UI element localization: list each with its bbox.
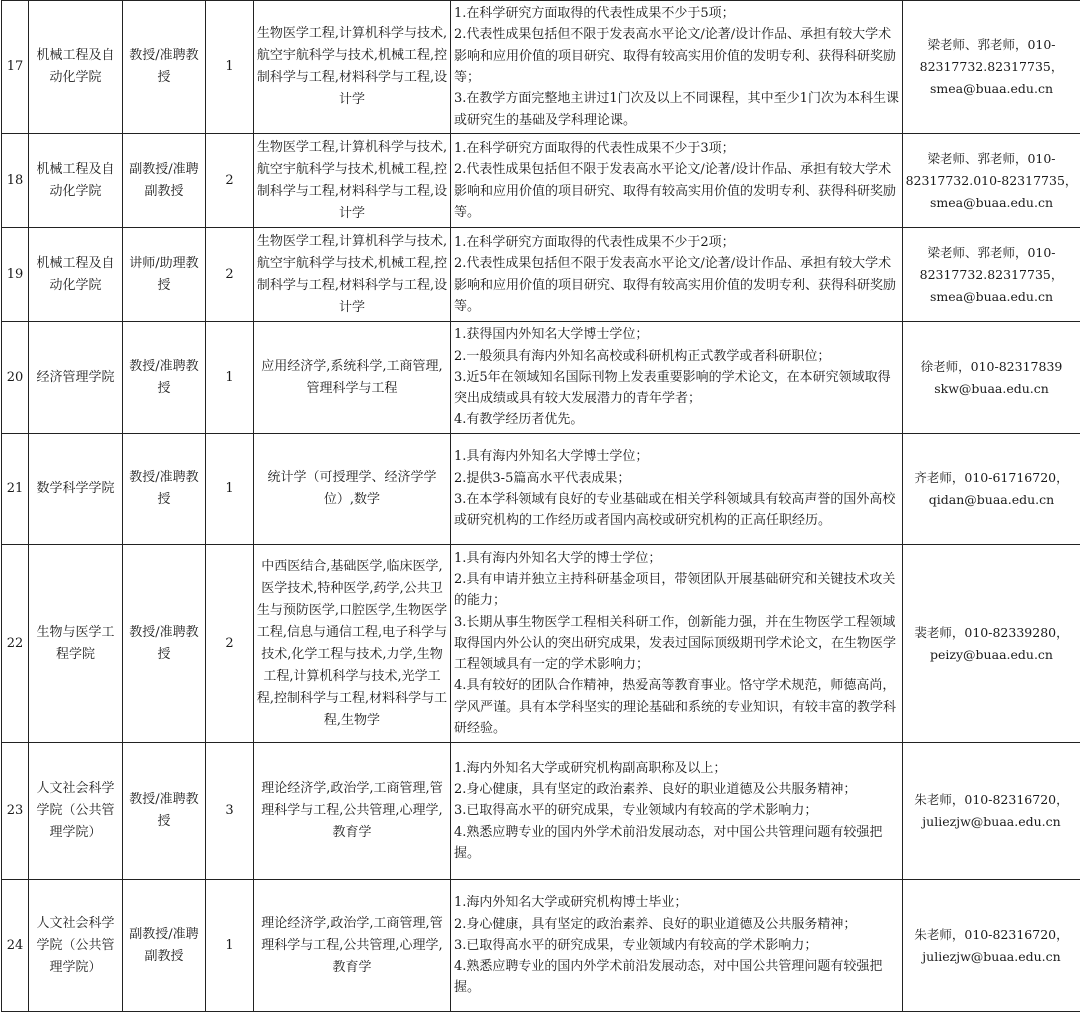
table-row bbox=[2, 880, 1080, 1012]
contact-line: 梁老师、郛老师，010- bbox=[927, 150, 1056, 166]
requirement-item: 1.在科学研究方面取得的代表性成果不少于5项； bbox=[454, 6, 735, 22]
disciplines-cell: 统计学（可授理学、经济学学位）,数学 bbox=[254, 434, 451, 545]
requirement-item: 3.已取得高水平的研究成果，专业领域内有较高的学术影响力； bbox=[454, 803, 818, 819]
requirement-item: 3.在教学方面完整地主讲过1门次及以上不同课程，其中至少1门次为本科生课或研究生的基础及学科理论课。 bbox=[454, 91, 899, 128]
count-cell: 2 bbox=[206, 228, 254, 322]
requirements-cell bbox=[451, 228, 903, 322]
contact-line: 齐老师，010-61716720， bbox=[914, 470, 1069, 485]
title-cell: 讲师/助理教授 bbox=[123, 228, 206, 322]
contact-cell bbox=[903, 1, 1080, 134]
table-row bbox=[2, 743, 1080, 880]
contact-line: 82317732.82317735， bbox=[919, 266, 1064, 282]
disciplines-cell: 应用经济学,系统科学,工商管理,管理科学与工程 bbox=[254, 322, 451, 434]
requirement-item: 2.代表性成果包括但不限于发表高水平论文/论著/设计作品、承担有较大学术影响和应用价值的项目研究、取得有较高实用价值的发明专利、获得科研奖励等。 bbox=[454, 162, 897, 220]
contact-email: juliezjw@buaa.edu.cn bbox=[922, 948, 1061, 964]
disciplines-cell: 中西医结合,基础医学,临床医学,医学技术,特种医学,药学,公共卫生与预防医学,口腔医学,生物医学工程,信息与通信工程,电子科学与技术,化学工程与技术,力学,生物工程,计算机科学与技术,光学工程,控制科学与工程,材料科学与工程,生物学 bbox=[254, 545, 451, 743]
college-cell: 生物与医学工程学院 bbox=[29, 545, 123, 743]
requirement-item: 1.在科学研究方面取得的代表性成果不少于2项； bbox=[454, 234, 735, 250]
contact-cell bbox=[903, 743, 1080, 880]
row-number: 21 bbox=[2, 434, 29, 545]
count-cell: 1 bbox=[206, 1, 254, 134]
title-cell: 教授/准聘教授 bbox=[123, 1, 206, 134]
positions-table bbox=[1, 0, 1080, 1012]
college-cell: 人文社会科学学院（公共管理学院） bbox=[29, 880, 123, 1012]
row-number: 22 bbox=[2, 545, 29, 743]
contact-line: 82317732.010-82317735， bbox=[905, 172, 1078, 188]
table-row bbox=[2, 134, 1080, 228]
count-cell: 1 bbox=[206, 880, 254, 1012]
requirement-item: 1.在科学研究方面取得的代表性成果不少于3项； bbox=[454, 140, 735, 156]
table-row bbox=[2, 228, 1080, 322]
table-row bbox=[2, 322, 1080, 434]
row-number: 20 bbox=[2, 322, 29, 434]
title-cell: 教授/准聘教授 bbox=[123, 434, 206, 545]
contact-email: smea@buaa.edu.cn bbox=[929, 81, 1054, 96]
requirement-item: 4.熟悉应聘专业的国内外学术前沿发展动态，对中国公共管理问题有较强把握。 bbox=[454, 959, 883, 996]
requirement-item: 3.近5年在领域知名国际刊物上发表重要影响的学术论文，在本研究领域取得突出成绩或具有较大发展潜力的青年学者； bbox=[454, 369, 891, 407]
contact-line: 82317732.82317735， bbox=[919, 59, 1064, 74]
contact-line: 朱老师，010-82316720， bbox=[914, 792, 1069, 807]
row-number: 18 bbox=[2, 134, 29, 228]
contact-cell bbox=[903, 880, 1080, 1012]
title-cell: 副教授/准聘副教授 bbox=[123, 880, 206, 1012]
requirement-item: 1.具有海内外知名大学的博士学位； bbox=[454, 550, 662, 566]
contact-email: skw@buaa.edu.cn bbox=[934, 380, 1049, 396]
requirement-item: 1.海内外知名大学或研究机构副高职称及以上； bbox=[454, 760, 727, 776]
requirement-item: 2.身心健康，具有坚定的政治素养、良好的职业道德及公共服务精神； bbox=[454, 916, 857, 932]
contact-email: smea@buaa.edu.cn bbox=[929, 194, 1054, 210]
row-number: 17 bbox=[2, 1, 29, 134]
disciplines-cell: 理论经济学,政治学,工商管理,管理科学与工程,公共管理,心理学,教育学 bbox=[254, 880, 451, 1012]
contact-email: qidan@buaa.edu.cn bbox=[928, 492, 1055, 507]
requirements-cell bbox=[451, 434, 903, 545]
contact-cell bbox=[903, 545, 1080, 743]
college-cell: 经济管理学院 bbox=[29, 322, 123, 434]
row-number: 19 bbox=[2, 228, 29, 322]
requirement-item: 4.有教学经历者优先。 bbox=[454, 412, 584, 428]
title-cell: 教授/准聘教授 bbox=[123, 743, 206, 880]
requirements-cell bbox=[451, 1, 903, 134]
row-number: 24 bbox=[2, 880, 29, 1012]
requirement-item: 2.代表性成果包括但不限于发表高水平论文/论著/设计作品、承担有较大学术影响和应用价值的项目研究、取得有较高实用价值的发明专利、获得科研奖励等； bbox=[454, 27, 897, 85]
contact-cell bbox=[903, 322, 1080, 434]
requirement-item: 3.已取得高水平的研究成果，专业领域内有较高的学术影响力； bbox=[454, 937, 818, 953]
requirement-item: 2.代表性成果包括但不限于发表高水平论文/论著/设计作品、承担有较大学术影响和应用价值的项目研究、取得有较高实用价值的发明专利、获得科研奖励等。 bbox=[454, 256, 897, 314]
row-number: 23 bbox=[2, 743, 29, 880]
contact-line: 裴老师，010-82339280， bbox=[914, 624, 1069, 640]
college-cell: 数学科学学院 bbox=[29, 434, 123, 545]
contact-email: peizy@buaa.edu.cn bbox=[930, 646, 1053, 662]
requirement-item: 4.熟悉应聘专业的国内外学术前沿发展动态，对中国公共管理问题有较强把握。 bbox=[454, 824, 883, 861]
requirements-cell bbox=[451, 743, 903, 880]
requirements-cell bbox=[451, 545, 903, 743]
count-cell: 2 bbox=[206, 545, 254, 743]
requirement-item: 2.身心健康，具有坚定的政治素养、良好的职业道德及公共服务精神； bbox=[454, 782, 857, 798]
table-row bbox=[2, 545, 1080, 743]
contact-email: smea@buaa.edu.cn bbox=[929, 288, 1054, 304]
requirement-item: 3.长期从事生物医学工程相关科研工作，创新能力强，并在生物医学工程领域取得国内外公认的突出研究成果，发表过国际顶级期刊学术论文，在生物医学工程领域具有一定的学术影响力； bbox=[454, 614, 897, 673]
contact-line: 徐老师，010-82317839 bbox=[920, 358, 1063, 374]
count-cell: 1 bbox=[206, 322, 254, 434]
contact-line: 朱老师，010-82316720， bbox=[914, 926, 1069, 942]
college-cell: 机械工程及自动化学院 bbox=[29, 134, 123, 228]
requirement-item: 2.一般须具有海内外知名高校或科研机构正式教学或者科研职位； bbox=[454, 348, 831, 364]
requirement-item: 4.具有较好的团队合作精神，热爱高等教育事业。恪守学术规范，师德高尚，学风严谨。具有本学科坚实的理论基础和系统的专业知识，有较丰富的教学科研经验。 bbox=[454, 678, 897, 737]
title-cell: 教授/准聘教授 bbox=[123, 322, 206, 434]
college-cell: 机械工程及自动化学院 bbox=[29, 228, 123, 322]
requirement-item: 3.在本学科领域有良好的专业基础或在相关学科领域具有较高声誉的国外高校或研究机构的工作经历或者国内高校或研究机构的正高任职经历。 bbox=[454, 492, 896, 529]
requirements-cell bbox=[451, 134, 903, 228]
college-cell: 机械工程及自动化学院 bbox=[29, 1, 123, 134]
disciplines-cell: 生物医学工程,计算机科学与技术,航空宇航科学与技术,机械工程,控制科学与工程,材料科学与工程,设计学 bbox=[254, 134, 451, 228]
count-cell: 2 bbox=[206, 134, 254, 228]
contact-email: juliezjw@buaa.edu.cn bbox=[922, 814, 1061, 829]
contact-cell bbox=[903, 434, 1080, 545]
disciplines-cell: 生物医学工程,计算机科学与技术,航空宇航科学与技术,机械工程,控制科学与工程,材料科学与工程,设计学 bbox=[254, 228, 451, 322]
table-row bbox=[2, 434, 1080, 545]
title-cell: 教授/准聘教授 bbox=[123, 545, 206, 743]
college-cell: 人文社会科学学院（公共管理学院） bbox=[29, 743, 123, 880]
title-cell: 副教授/准聘副教授 bbox=[123, 134, 206, 228]
contact-line: 梁老师、郛老师，010- bbox=[927, 244, 1056, 260]
requirements-cell bbox=[451, 880, 903, 1012]
requirement-item: 2.具有申请并独立主持科研基金项目，带领团队开展基础研究和关键技术攻关的能力； bbox=[454, 571, 896, 609]
requirement-item: 1.海内外知名大学或研究机构博士毕业； bbox=[454, 895, 688, 911]
contact-cell bbox=[903, 228, 1080, 322]
count-cell: 3 bbox=[206, 743, 254, 880]
disciplines-cell: 理论经济学,政治学,工商管理,管理科学与工程,公共管理,心理学,教育学 bbox=[254, 743, 451, 880]
count-cell: 1 bbox=[206, 434, 254, 545]
requirements-cell bbox=[451, 322, 903, 434]
table-row bbox=[2, 1, 1080, 134]
requirement-item: 1.获得国内外知名大学博士学位； bbox=[454, 327, 649, 343]
contact-line: 梁老师、郛老师，010- bbox=[927, 37, 1056, 52]
disciplines-cell: 生物医学工程,计算机科学与技术,航空宇航科学与技术,机械工程,控制科学与工程,材料科学与工程,设计学 bbox=[254, 1, 451, 134]
requirement-item: 2.提供3-5篇高水平代表成果； bbox=[454, 470, 631, 486]
requirement-item: 1.具有海内外知名大学博士学位； bbox=[454, 449, 649, 465]
contact-cell bbox=[903, 134, 1080, 228]
